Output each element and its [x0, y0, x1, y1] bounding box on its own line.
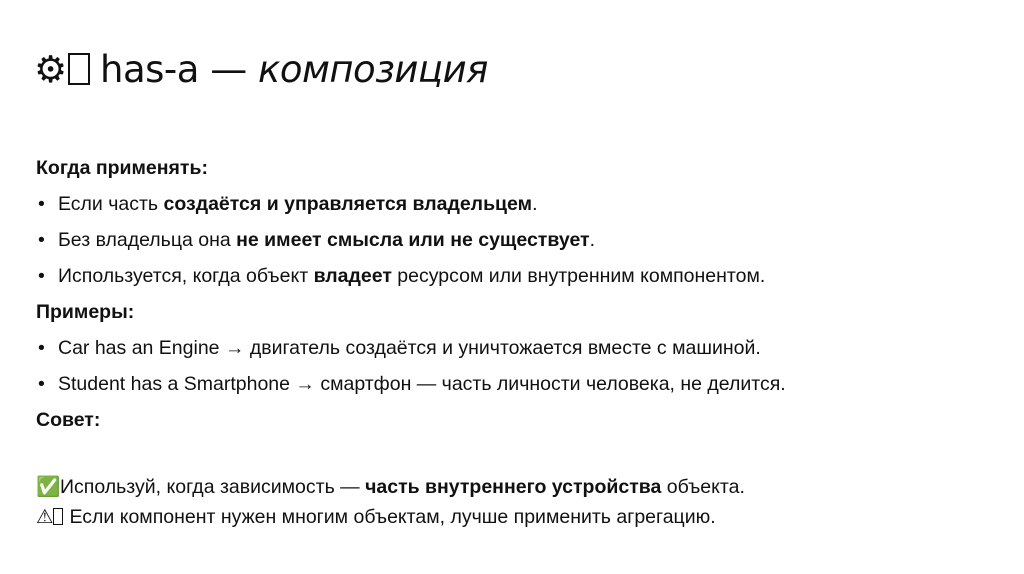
examples-heading: Примеры:	[36, 301, 135, 323]
bullet-icon: •	[38, 373, 45, 395]
advice-heading: Совет:	[36, 409, 101, 431]
list-item: • Используется, когда объект владеет ресурсом или внутренним компонентом.	[36, 258, 996, 294]
bullet-icon: •	[38, 193, 45, 215]
list-item: • Student has a Smartphone → смартфон — часть личности человека, не делится.	[36, 366, 996, 402]
title-italic: композиция	[257, 48, 488, 91]
advice-tip-check: ✅Используй, когда зависимость — часть внутреннего устройства объекта.	[36, 472, 996, 502]
gear-icon: ⚙	[34, 48, 67, 91]
missing-glyph-icon	[68, 53, 90, 85]
when-to-use-heading: Когда применять:	[36, 157, 208, 179]
bullet-icon: •	[38, 265, 45, 287]
title-dash: —	[210, 48, 247, 91]
bullet-icon: •	[38, 337, 45, 359]
missing-glyph-icon	[53, 508, 63, 525]
warning-icon: ⚠	[36, 506, 54, 528]
check-mark-icon: ✅	[36, 476, 61, 498]
list-item: • Car has an Engine → двигатель создаётся и уничтожается вместе с машиной.	[36, 330, 996, 366]
list-item: • Если часть создаётся и управляется владельцем.	[36, 186, 996, 222]
title-main: has-a	[100, 48, 199, 91]
list-item: • Без владельца она не имеет смысла или не существует.	[36, 222, 996, 258]
advice-tip-warning: ⚠ Если компонент нужен многим объектам, лучше применить агрегацию.	[36, 506, 716, 528]
slide-title	[34, 44, 488, 96]
slide-content	[36, 150, 996, 532]
bullet-icon: •	[38, 229, 45, 251]
